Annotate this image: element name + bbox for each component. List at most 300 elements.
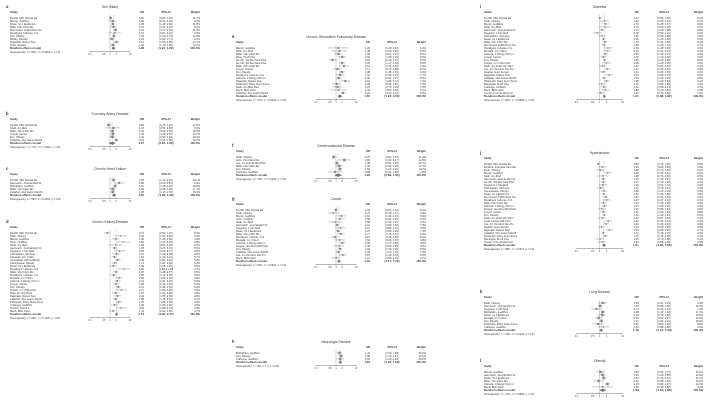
study-weight: 3.3%: [697, 91, 704, 95]
study-weight: 7.4%: [420, 79, 426, 83]
study-label: Mendy, medRxiv: [10, 19, 30, 23]
study-or: 1.61: [633, 213, 639, 217]
study-label: Ercillora, Intensive Care Me: [484, 165, 516, 169]
study-weight: 4.5%: [420, 226, 426, 230]
study-label: Miller, Clin Infect Dis: [10, 25, 34, 29]
study-label: Crahinga, medRxiv: [236, 357, 259, 361]
study-weight: 3.3%: [697, 183, 704, 187]
study-label: Mach, BMJ Open: [236, 88, 257, 92]
header-or: OR: [365, 202, 370, 206]
study-ci: [0.95; 1.95]: [159, 187, 173, 191]
study-or: 1.08: [633, 370, 639, 374]
study-label: Shah, Am Med: [236, 220, 254, 224]
x-tick-label: 2: [605, 334, 608, 338]
x-tick-label: 2: [115, 199, 117, 203]
study-or: 2.91: [364, 79, 370, 83]
study-label: Lunyal, Cancer: [484, 55, 502, 59]
study-label: Kim, Obesity: [484, 58, 499, 62]
study-weight: 3.6%: [697, 219, 704, 223]
x-tick-label: 10: [128, 147, 132, 151]
study-label: Alamatkhan, Vaccines: [484, 34, 510, 38]
model-label: Random effects model: [236, 173, 267, 178]
header-ci: 95%-CI: [161, 225, 171, 229]
study-ci: [0.86; 2.76]: [385, 238, 399, 242]
header-weight: Weight: [190, 117, 200, 121]
study-label: Pentlid, Mils Clinical Re: [484, 16, 512, 20]
study-weight: 12.1%: [192, 43, 200, 47]
study-weight: 20.1%: [192, 178, 200, 182]
study-label: Pentlid, Mils Clinical Re: [10, 16, 38, 20]
study-or: 1.58: [633, 43, 639, 47]
study-ci: [0.90; 1.88]: [657, 34, 671, 38]
study-or: 2.63: [633, 73, 639, 77]
study-ci: [0.92; 2.19]: [159, 309, 173, 313]
model-ci: [0.87; 1.80]: [158, 141, 174, 146]
x-tick-label: 0.1: [574, 334, 579, 338]
study-label: Shah, Am Med Med: [236, 85, 259, 89]
study-ci: [0.70; 1.58]: [657, 237, 671, 241]
study-ci: [1.28; 3.26]: [385, 55, 399, 59]
panel-letter: i: [480, 4, 482, 9]
x-tick-label: 0.1: [88, 52, 92, 56]
study-or: 1.81: [138, 184, 144, 188]
forest-panel-h: [232, 339, 427, 370]
study-or: 2.60: [364, 158, 370, 162]
study-ci: [1.29; 1.94]: [657, 43, 671, 47]
study-ci: [1.08; 1.87]: [159, 132, 173, 136]
study-or: 1.62: [364, 73, 370, 77]
study-ci: [1.04; 1.94]: [657, 210, 671, 214]
x-tick-label: 2: [605, 249, 608, 253]
study-label: Nogueira, J Clin Med: [484, 183, 509, 187]
heterogeneity-text: Heterogeneity: I² = 54%, τ² = 0.0242, p = 0.03: [484, 332, 535, 336]
x-tick-label: 10: [354, 366, 358, 370]
study-weight: 3.6%: [420, 220, 426, 224]
study-label: McPadden, medRxiv: [236, 351, 260, 355]
x-tick-label: 1: [335, 179, 337, 183]
study-ci: [1.28; 3.00]: [159, 237, 173, 241]
panel-title: Coronary Artery Disease: [91, 112, 129, 116]
model-weight: 100.0%: [693, 243, 704, 248]
study-label: Reiter, Int J Epidemiol: [10, 264, 36, 268]
study-ci: [0.82; 2.53]: [385, 244, 399, 248]
forest-panel-a: [6, 4, 201, 56]
study-or: 1.91: [138, 28, 144, 32]
study-ci: [1.62; 5.77]: [159, 249, 173, 253]
x-tick-label: 10: [354, 179, 358, 183]
study-label: Miller, Clin Infect Dis: [484, 40, 508, 44]
study-label: Mach, BMJ Open: [10, 309, 31, 313]
study-label: Harmouch, Journal Med Vir: [10, 246, 42, 250]
study-ci: [1.63; 6.66]: [159, 234, 173, 238]
study-or: 0.92: [633, 379, 639, 383]
study-weight: 3.5%: [697, 34, 704, 38]
study-ci: [1.55; 3.04]: [657, 67, 671, 71]
x-tick-label: 0.5: [328, 100, 332, 104]
model-weight: 100.0%: [190, 46, 200, 51]
study-ci: [0.78; 1.61]: [657, 186, 671, 190]
study-label: Marangila, PLoS One: [484, 237, 509, 241]
study-ci: [0.50; 1.07]: [159, 231, 173, 235]
model-ci: [0.86; 1.93]: [384, 173, 400, 178]
study-or: 1.51: [138, 25, 144, 29]
study-weight: 16.6%: [695, 304, 704, 308]
study-label: Mendy, medRxiv: [484, 22, 504, 26]
study-or: 1.75: [633, 25, 639, 29]
study-or: 1.30: [633, 165, 639, 169]
study-ci: [0.43; 1.07]: [385, 58, 399, 62]
study-weight: 3.4%: [697, 237, 704, 241]
model-weight: 100.0%: [190, 141, 200, 146]
study-or: 1.30: [364, 88, 370, 92]
study-or: 1.08: [364, 161, 370, 165]
study-label: Rajanakit, Nature Scie: [10, 294, 36, 298]
study-or: 3.30: [138, 234, 144, 238]
study-weight: 37.6%: [418, 354, 426, 358]
model-or: 1.61: [633, 94, 639, 99]
study-weight: 4.7%: [420, 256, 426, 260]
study-weight: 2.8%: [194, 240, 200, 244]
study-or: 2.31: [138, 279, 144, 283]
study-weight: 8.2%: [420, 67, 426, 71]
study-or: 2.18: [633, 382, 639, 386]
study-or: 2.17: [633, 67, 639, 71]
study-or: 1.38: [633, 174, 639, 178]
header-study: Study: [10, 117, 18, 121]
heterogeneity-text: Heterogeneity: I² = 57%, τ² = 0.0936, p < 0.01: [236, 98, 287, 102]
study-label: Ge Vitt, Sol Ren Med Phar: [484, 180, 515, 184]
study-weight: 2.9%: [697, 61, 704, 65]
study-weight: 18.6%: [695, 319, 704, 323]
study-ci: [1.37; 3.13]: [657, 198, 671, 202]
study-or: 0.67: [364, 58, 370, 62]
study-or: 1.03: [633, 16, 639, 20]
study-ci: [1.13; 1.68]: [657, 310, 671, 314]
study-label: Rozaliyani, Indones J Int: [484, 46, 513, 50]
model-ci: [1.01; 1.39]: [656, 328, 672, 333]
header-study: Study: [236, 345, 244, 349]
model-label: Random effects model: [236, 94, 267, 99]
study-or: 1.29: [633, 240, 639, 244]
study-label: Cabrera, J Allergy Clin Im: [236, 76, 266, 80]
study-ci: [0.90; 1.18]: [657, 16, 671, 20]
study-weight: 4.3%: [194, 31, 200, 35]
study-or: 1.40: [633, 301, 639, 305]
study-label: Pettit, Obesity: [10, 234, 27, 238]
study-ci: [0.79; 1.82]: [657, 313, 671, 317]
x-tick-label: 1: [598, 334, 601, 338]
study-label: Rozaliyani, Indones J Int: [10, 31, 39, 35]
study-or: 1.59: [364, 167, 370, 171]
study-label: Alamatkhan, Vaccines: [10, 252, 36, 256]
study-ci: [1.50; 5.45]: [159, 181, 173, 185]
header-study: Study: [484, 295, 492, 299]
panel-letter: c: [6, 166, 9, 171]
study-weight: 2.9%: [697, 325, 704, 329]
model-weight: 100.0%: [693, 94, 704, 99]
study-or: 1.27: [364, 229, 370, 233]
study-label: Iams, Clin Infect Dis: [236, 158, 260, 162]
study-or: 0.90: [364, 220, 370, 224]
study-weight: 10.5%: [695, 316, 704, 320]
study-label: Elleti, Ann Ep Rece: [10, 291, 33, 295]
header-study: Study: [236, 202, 244, 206]
study-weight: 8.6%: [420, 55, 426, 59]
study-or: 1.47: [633, 180, 639, 184]
study-weight: 6.1%: [194, 297, 200, 301]
model-weight: 100.0%: [416, 259, 426, 264]
x-tick-label: 10: [621, 394, 624, 398]
panel-title: Neurologic Disease: [321, 340, 351, 344]
study-ci: [1.62; 3.01]: [385, 91, 399, 95]
x-tick-label: 0.1: [314, 100, 318, 104]
x-tick-label: 10: [128, 318, 132, 322]
study-ci: [1.22; 2.86]: [159, 291, 173, 295]
study-or: 1.63: [138, 255, 144, 259]
study-ci: [1.16; 1.79]: [657, 231, 671, 235]
study-or: 2.34: [138, 294, 144, 298]
study-ci: [1.35; 1.80]: [657, 192, 671, 196]
study-or: 1.79: [633, 22, 639, 26]
study-ci: [1.55; 2.89]: [159, 40, 173, 44]
panel-title: Chronic Obstructive Pulmonary Disease: [305, 35, 367, 39]
study-ci: [0.81; 2.10]: [385, 52, 399, 56]
panel-letter: d: [6, 219, 9, 224]
x-tick-label: 0.5: [102, 318, 106, 322]
study-label: Shah, Am Med: [10, 126, 28, 130]
header-study: Study: [10, 10, 18, 14]
study-label: Kim, Obesity: [236, 247, 251, 251]
study-weight: 11.0%: [192, 28, 200, 32]
header-study: Study: [484, 156, 492, 160]
study-ci: [0.60; 3.62]: [385, 49, 399, 53]
study-label: Callahan, Res Assoc Med B: [10, 138, 43, 142]
header-weight: Weight: [693, 364, 704, 368]
model-or: 1.29: [364, 173, 370, 178]
x-tick-label: 0.5: [591, 394, 595, 398]
study-ci: [0.93; 2.01]: [159, 19, 173, 23]
study-weight: 9.6%: [697, 301, 704, 305]
model-or: 1.50: [364, 94, 370, 99]
study-or: 1.93: [633, 222, 639, 226]
study-weight: 5.6%: [194, 264, 200, 268]
study-label: Miller, Clin Infect Dis: [236, 52, 260, 56]
model-or: 2.13: [138, 312, 144, 317]
study-ci: [1.22; 2.07]: [385, 167, 399, 171]
header-weight: Weight: [693, 295, 704, 299]
study-weight: 4.4%: [697, 177, 704, 181]
header-weight: Weight: [693, 156, 704, 160]
model-ci: [1.23; 2.03]: [384, 94, 400, 99]
study-weight: 7.6%: [420, 64, 426, 68]
x-tick-label: 2: [605, 394, 608, 398]
study-or: 1.54: [364, 238, 370, 242]
study-label: Mostafa, Int J Infect: [484, 49, 507, 53]
study-weight: 5.0%: [697, 58, 704, 62]
study-weight: 4.4%: [697, 385, 704, 389]
study-weight: 6.9%: [420, 49, 426, 53]
study-ci: [1.49; 2.63]: [657, 79, 671, 83]
study-label: Mornmaad, JAMA Netw Op: [484, 195, 516, 199]
study-or: 1.16: [364, 223, 370, 227]
study-ci: [1.57; 2.33]: [159, 28, 173, 32]
study-label: Pentlid, Mils Clinical Re: [10, 123, 38, 127]
study-label: Cabrera, J Allergy Clin Im: [484, 382, 514, 386]
study-weight: 17.3%: [418, 164, 426, 168]
study-or: 1.90: [138, 243, 144, 247]
study-weight: 7.4%: [420, 229, 426, 233]
study-label: Callahan, Res Assoc Med B: [484, 76, 517, 80]
heterogeneity-text: Heterogeneity: I² = 80%, τ² = 0.1126, p < 0.01: [10, 316, 61, 320]
study-weight: 3.4%: [697, 216, 704, 220]
study-or: 2.10: [633, 49, 639, 53]
study-ci: [1.13; 2.07]: [657, 376, 671, 380]
header-ci: 95%-CI: [659, 295, 669, 299]
study-ci: [0.66; 1.80]: [385, 82, 399, 86]
heterogeneity-text: Heterogeneity: I² = 88%, τ² = 0.0974, p < 0.01: [484, 247, 535, 251]
study-label: Amezawati, ADimesMedic: [10, 258, 40, 262]
study-or: 1.25: [633, 82, 639, 86]
study-label: Mostafa, Int J Infect: [484, 316, 507, 320]
header-ci: 95%-CI: [161, 172, 171, 176]
study-label: Lunyal, Cancer: [10, 282, 28, 286]
study-label: Mostafa, Int J Infect: [236, 238, 259, 242]
study-label: Ayad, Assian Coll Card: [484, 219, 511, 223]
study-or: 1.67: [138, 31, 144, 35]
study-label: Rozaliyani, Indones J Int: [10, 273, 39, 277]
study-or: 1.62: [364, 357, 370, 361]
x-tick-label: 2: [115, 147, 117, 151]
study-or: 1.46: [138, 264, 144, 268]
study-label: Miller, Clin Infect Dis: [236, 232, 260, 236]
study-or: 1.49: [633, 201, 639, 205]
study-weight: 3.4%: [194, 306, 200, 310]
study-or: 1.12: [633, 91, 639, 95]
study-weight: 4.4%: [420, 211, 426, 215]
header-or: OR: [634, 156, 639, 160]
study-weight: 3.4%: [697, 168, 704, 172]
study-label: Pentlid, Mils Clinical Re: [10, 231, 38, 235]
study-ci: [1.37; 2.93]: [385, 61, 399, 65]
study-ci: [0.90; 1.94]: [159, 135, 173, 139]
study-label: Crahinga, medRxiv: [484, 325, 507, 329]
study-or: 1.58: [633, 189, 639, 193]
study-or: 1.60: [633, 19, 639, 23]
study-weight: 8.3%: [194, 19, 200, 23]
study-label: Shah, Am Med: [484, 174, 502, 178]
study-ci: [0.39; 1.37]: [385, 211, 399, 215]
model-label: Random effects model: [10, 141, 41, 146]
study-ci: [1.53; 3.31]: [657, 171, 671, 175]
study-ci: [1.86; 4.22]: [159, 276, 173, 280]
study-label: Rajanakit, Nature Scie: [484, 73, 510, 77]
study-or: 1.36: [633, 373, 639, 377]
study-or: 2.33: [633, 46, 639, 50]
study-weight: 3.7%: [697, 228, 704, 232]
study-ci: [1.18; 1.62]: [159, 22, 173, 26]
study-ci: [1.16; 1.81]: [657, 177, 671, 181]
study-label: Miller, Clin Infect Dis: [10, 270, 34, 274]
study-or: 1.52: [138, 273, 144, 277]
study-ci: [0.40; 4.15]: [385, 46, 399, 50]
x-tick-label: 0.1: [314, 179, 318, 183]
study-weight: 4.0%: [697, 225, 704, 229]
study-or: 1.70: [138, 246, 144, 250]
study-weight: 8.0%: [420, 247, 426, 251]
study-label: Nogueira, J Clin Med: [236, 226, 261, 230]
study-label: Reddy, Obesity: [10, 37, 28, 41]
study-ci: [0.54; 3.03]: [159, 126, 173, 130]
panel-letter: h: [232, 339, 235, 344]
study-ci: [1.48; 3.66]: [657, 46, 671, 50]
header-ci: 95%-CI: [659, 10, 669, 14]
study-weight: 21.4%: [418, 155, 426, 159]
study-weight: 20.9%: [695, 373, 704, 377]
study-ci: [1.60; 2.97]: [657, 382, 671, 386]
study-weight: 3.9%: [697, 189, 704, 193]
x-tick-label: 2: [605, 100, 608, 104]
study-or: 1.96: [138, 237, 144, 241]
x-tick-label: 10: [354, 100, 358, 104]
study-label: Cousin, Front Endocrinol: [484, 240, 513, 244]
study-label: Pettit, Obesity: [484, 301, 501, 305]
study-label: Callahan, Res Assoc Med B: [236, 91, 269, 95]
study-label: Philomath, Ruby, Euro Surve: [484, 234, 518, 238]
study-weight: 7.2%: [697, 307, 704, 311]
study-ci: [1.83; 3.78]: [657, 73, 671, 77]
x-tick-label: 1: [109, 318, 111, 322]
study-weight: 17.2%: [192, 187, 200, 191]
study-label: Harmouch, Journal Med Vir: [484, 304, 516, 308]
study-label: Nogueira, J Clin Med: [484, 307, 509, 311]
header-or: OR: [139, 10, 144, 14]
header-study: Study: [236, 149, 244, 153]
study-or: 1.48: [364, 49, 370, 53]
study-weight: 3.3%: [697, 49, 704, 53]
study-or: 1.08: [633, 168, 639, 172]
study-weight: 4.0%: [697, 55, 704, 59]
study-label: Cousin, Front Endocrinol: [484, 91, 513, 95]
study-ci: [1.10; 2.02]: [159, 178, 173, 182]
study-or: 2.04: [364, 55, 370, 59]
x-tick-label: 0.1: [574, 249, 579, 253]
study-ci: [0.50; 1.48]: [657, 322, 671, 326]
study-or: 1.69: [138, 303, 144, 307]
study-weight: 5.2%: [420, 88, 426, 92]
x-tick-label: 0.5: [102, 147, 106, 151]
study-weight: 6.8%: [697, 322, 704, 326]
header-or: OR: [634, 10, 639, 14]
header-or: OR: [139, 117, 144, 121]
header-weight: Weight: [190, 225, 200, 229]
study-or: 1.80: [364, 354, 370, 358]
study-weight: 22.0%: [192, 123, 200, 127]
model-label: Random effects model: [484, 243, 515, 248]
study-or: 1.63: [633, 204, 639, 208]
model-label: Random effects model: [484, 94, 515, 99]
study-label: Miller, Clin Infect Dis: [236, 164, 260, 168]
study-or: 1.06: [138, 16, 144, 20]
panel-title: Lung Disease: [589, 290, 610, 294]
model-ci: [1.33; 1.99]: [384, 360, 400, 365]
study-ci: [1.40; 2.66]: [657, 222, 671, 226]
study-or: 2.12: [138, 40, 144, 44]
study-ci: [0.96; 2.73]: [385, 73, 399, 77]
study-ci: [2.13; 9.53]: [159, 240, 173, 244]
forest-panel-l: [480, 358, 704, 398]
study-weight: 9.3%: [420, 70, 426, 74]
x-tick-label: 0.1: [314, 265, 318, 269]
